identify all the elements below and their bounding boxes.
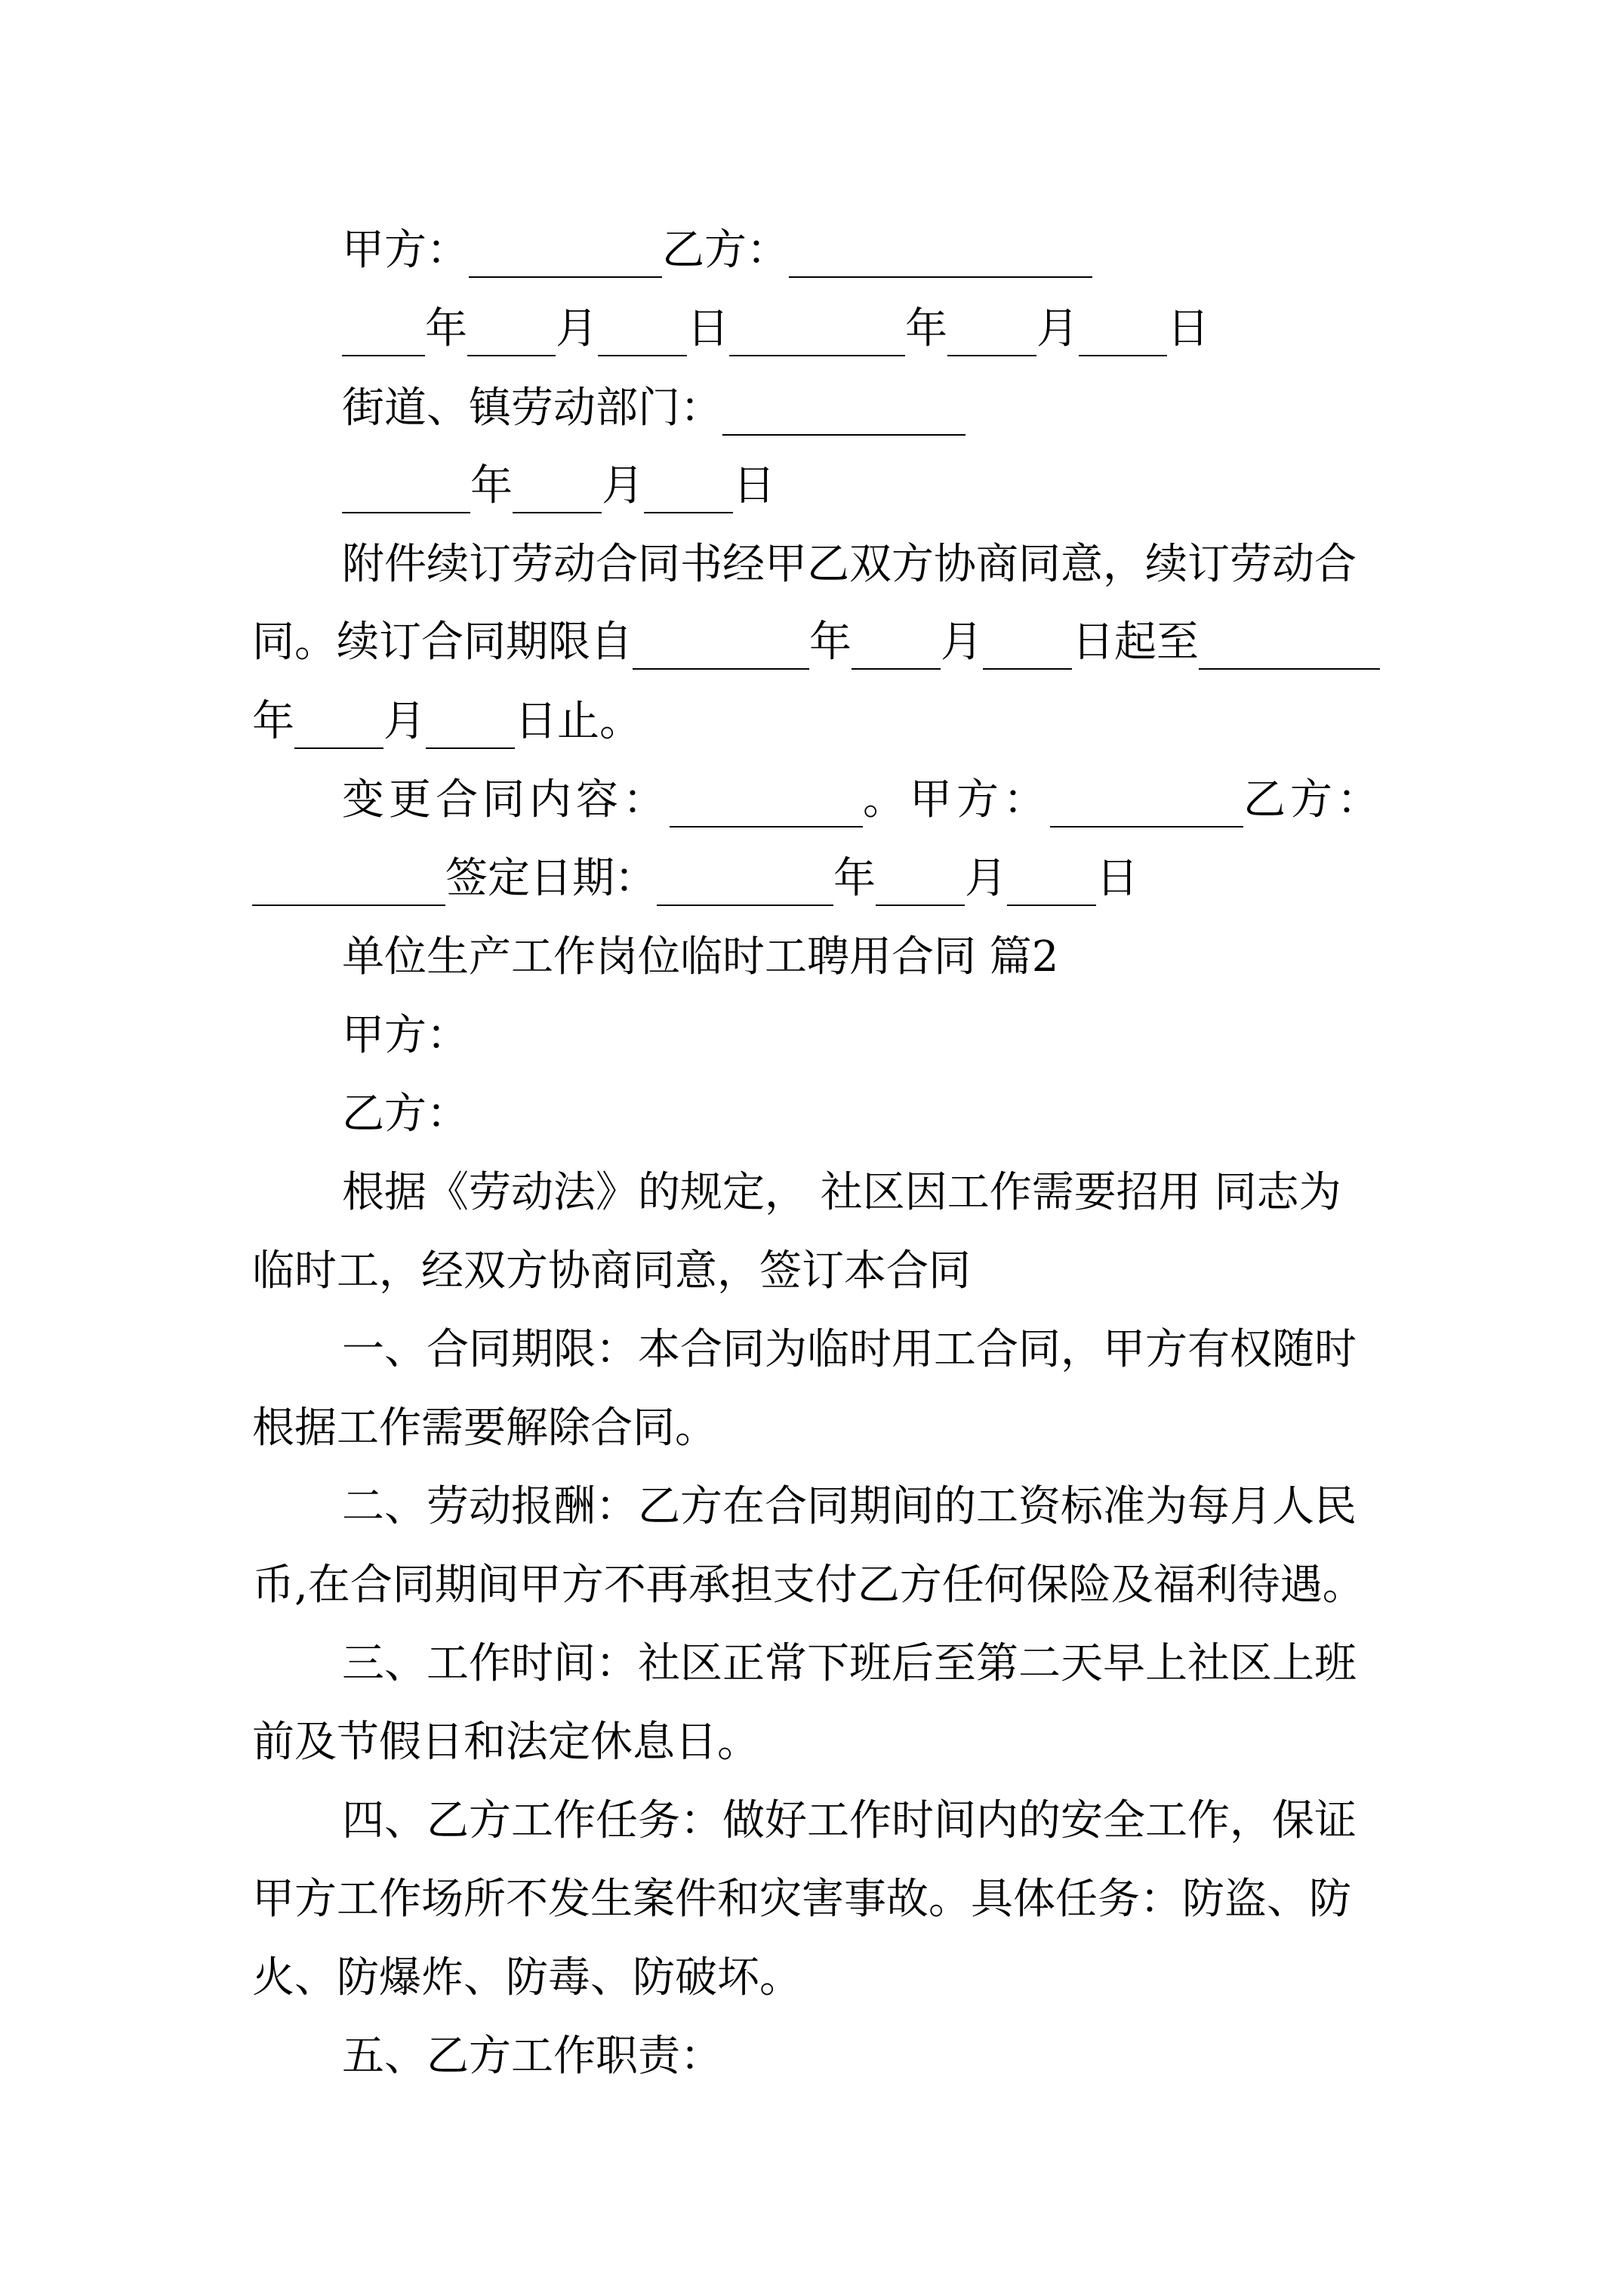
clause-pay-line: 币,在合同期间甲方不再承担支付乙方任何保险及福利待遇。 <box>252 1561 1365 1610</box>
party-b-label: 乙方： <box>662 226 789 275</box>
blank-field <box>342 459 470 513</box>
blank-field <box>644 459 733 513</box>
blank-field <box>342 302 425 356</box>
blank-field <box>729 302 905 356</box>
blank-field <box>789 223 1092 278</box>
blank-field <box>467 302 556 356</box>
clause-tasks-line: 四、乙方工作任务：做好工作时间内的安全工作，保证 <box>342 1796 1357 1845</box>
blank-field <box>670 773 863 827</box>
year-label: 年 <box>905 304 947 353</box>
blank-field <box>983 615 1072 670</box>
clause-tasks-line: 甲方工作场所不发生案件和灾害事故。具体任务：防盗、防 <box>252 1875 1351 1924</box>
blank-field <box>469 223 662 278</box>
clause-hours-line: 前及节假日和法定休息日。 <box>252 1718 759 1767</box>
date-line-1 <box>342 302 1209 356</box>
blank-field <box>1007 852 1096 906</box>
year-label: 年 <box>470 461 513 510</box>
signature-line-1 <box>342 223 1092 278</box>
year-label: 年 <box>809 618 852 667</box>
day-label: 日 <box>1096 854 1138 903</box>
blank-field <box>947 302 1036 356</box>
clause-hours-line: 三、工作时间：社区正常下班后至第二天早上社区上班 <box>342 1639 1357 1688</box>
clause-term-line: 一、合同期限：本合同为临时用工合同，甲方有权随时 <box>342 1325 1357 1374</box>
party-a-line: 甲方： <box>342 1011 469 1060</box>
month-label: 月 <box>556 304 598 353</box>
change-party-b-label: 乙方： <box>1243 775 1384 824</box>
attachment-line-2 <box>252 615 1380 670</box>
clause-pay-line: 二、劳动报酬：乙方在合同期间的工资标准为每月人民 <box>342 1482 1357 1531</box>
year-label: 年 <box>425 304 467 353</box>
blank-field <box>876 852 965 906</box>
day-label: 日 <box>1167 304 1209 353</box>
blank-field <box>633 615 809 670</box>
labor-dept-line <box>342 381 965 436</box>
section-heading: 单位生产工作岗位临时工聘用合同 篇2 <box>342 932 1059 982</box>
party-b-line: 乙方： <box>342 1089 469 1139</box>
clause-tasks-line: 火、防爆炸、防毒、防破坏。 <box>252 1953 802 2002</box>
blank-field <box>426 695 515 749</box>
blank-field <box>722 381 965 436</box>
paragraph-line: 临时工，经双方协商同意，签订本合同 <box>252 1247 971 1296</box>
day-label: 日 <box>687 304 729 353</box>
year-label: 年 <box>252 697 294 746</box>
month-label: 月 <box>941 618 983 667</box>
blank-field <box>657 852 833 906</box>
month-label: 月 <box>1036 304 1079 353</box>
change-line-2 <box>252 852 1138 906</box>
change-party-a-label: 。甲方： <box>863 775 1050 824</box>
blank-field <box>1199 615 1380 670</box>
month-label: 月 <box>383 697 426 746</box>
attachment-line-3 <box>252 695 642 749</box>
day-label: 日 <box>733 461 775 510</box>
party-a-label: 甲方： <box>342 226 469 275</box>
blank-field <box>294 695 383 749</box>
blank-field <box>252 852 445 906</box>
blank-field <box>513 459 602 513</box>
term-end-label: 日止。 <box>515 697 642 746</box>
change-content-label: 变更合同内容： <box>342 775 670 824</box>
year-label: 年 <box>833 854 876 903</box>
month-label: 月 <box>602 461 644 510</box>
blank-field <box>598 302 687 356</box>
term-from-label: 同。续订合同期限自 <box>252 618 633 667</box>
term-to-label: 日起至 <box>1072 618 1199 667</box>
sign-date-label: 签定日期： <box>445 854 657 903</box>
date-line-2 <box>342 459 775 513</box>
clause-duties-line: 五、乙方工作职责： <box>342 2032 722 2081</box>
blank-field <box>852 615 941 670</box>
clause-term-line: 根据工作需要解除合同。 <box>252 1404 717 1453</box>
month-label: 月 <box>965 854 1007 903</box>
paragraph-line: 根据《劳动法》的规定， 社区因工作需要招用 同志为 <box>342 1168 1341 1217</box>
labor-dept-label: 街道、镇劳动部门： <box>342 384 722 433</box>
blank-field <box>1050 773 1243 827</box>
change-line-1 <box>342 773 1384 827</box>
blank-field <box>1079 302 1167 356</box>
attachment-line-1: 附件续订劳动合同书经甲乙双方协商同意，续订劳动合 <box>342 540 1357 589</box>
